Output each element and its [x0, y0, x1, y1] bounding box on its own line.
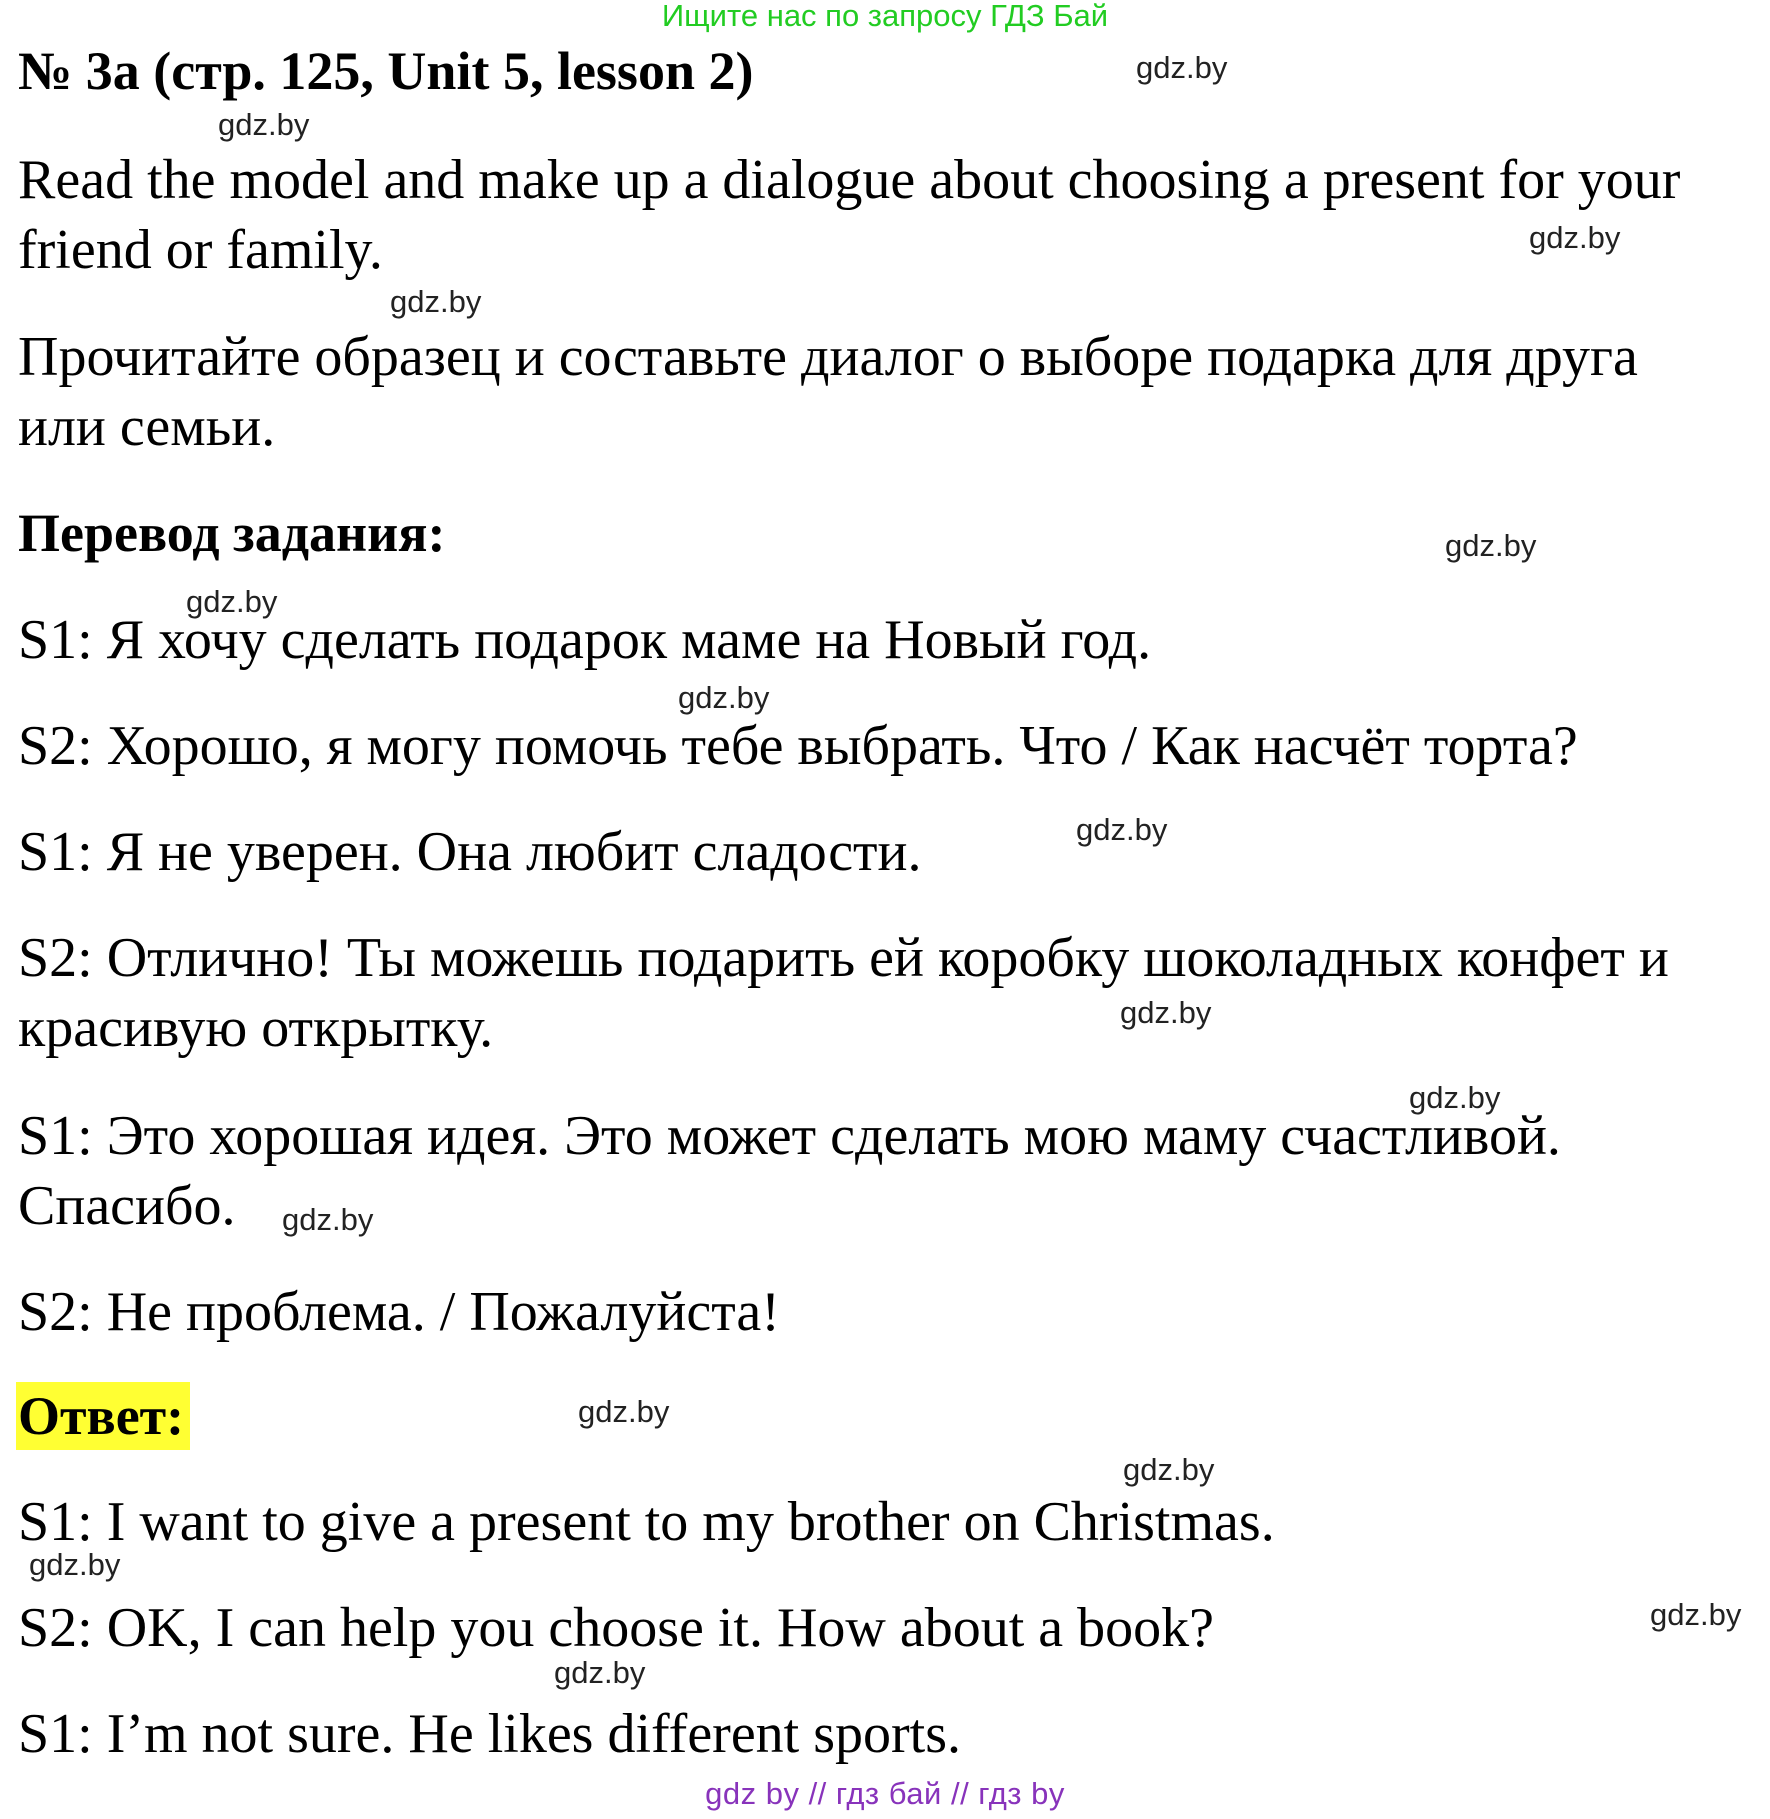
translation-line: S2: Отлично! Ты можешь подарить ей коробку шоколадных конфет и: [18, 927, 1669, 989]
watermark: gdz.by: [282, 1202, 374, 1237]
watermark: gdz.by: [578, 1394, 670, 1429]
footer-links[interactable]: gdz by // гдз бай // гдз by: [705, 1776, 1065, 1811]
task-russian-line-1: Прочитайте образец и составьте диалог о выборе подарка для друга: [18, 326, 1638, 388]
watermark: gdz.by: [554, 1655, 646, 1690]
watermark: gdz.by: [1123, 1452, 1215, 1487]
watermark: gdz.by: [1650, 1597, 1742, 1632]
translation-line: S2: Не проблема. / Пожалуйста!: [18, 1281, 780, 1343]
answer-line: S1: I’m not sure. He likes different sports.: [18, 1703, 962, 1765]
translation-line: S1: Я не уверен. Она любит сладости.: [18, 821, 922, 883]
watermark: gdz.by: [678, 680, 770, 715]
watermark: gdz.by: [1409, 1080, 1501, 1115]
translation-line: S1: Я хочу сделать подарок маме на Новый год.: [18, 609, 1152, 671]
translation-heading: Перевод задания:: [18, 503, 446, 563]
exercise-title: № 3a (стр. 125, Unit 5, lesson 2): [18, 41, 754, 101]
search-hint-link[interactable]: Ищите нас по запросу ГДЗ Бай: [661, 0, 1109, 33]
watermark: gdz.by: [218, 107, 310, 142]
watermark: gdz.by: [1120, 995, 1212, 1030]
translation-line: S1: Это хорошая идея. Это может сделать мою маму счастливой.: [18, 1105, 1561, 1167]
answer-line: S2: OK, I can help you choose it. How about a book?: [18, 1597, 1214, 1659]
watermark: gdz.by: [186, 584, 278, 619]
watermark: gdz.by: [1136, 50, 1228, 85]
answer-line: S1: I want to give a present to my brother on Christmas.: [18, 1491, 1275, 1553]
translation-line: красивую открытку.: [18, 997, 494, 1059]
translation-line: Спасибо.: [18, 1175, 236, 1237]
watermark: gdz.by: [1529, 220, 1621, 255]
task-english-line-1: Read the model and make up a dialogue about choosing a present for your: [18, 149, 1681, 211]
watermark: gdz.by: [29, 1547, 121, 1582]
watermark: gdz.by: [390, 284, 482, 319]
answer-label: Ответ:: [16, 1382, 190, 1450]
watermark: gdz.by: [1076, 812, 1168, 847]
task-russian-line-2: или семьи.: [18, 396, 276, 458]
watermark: gdz.by: [1445, 528, 1537, 563]
task-english-line-2: friend or family.: [18, 219, 383, 281]
translation-line: S2: Хорошо, я могу помочь тебе выбрать. Что / Как насчёт торта?: [18, 715, 1578, 777]
